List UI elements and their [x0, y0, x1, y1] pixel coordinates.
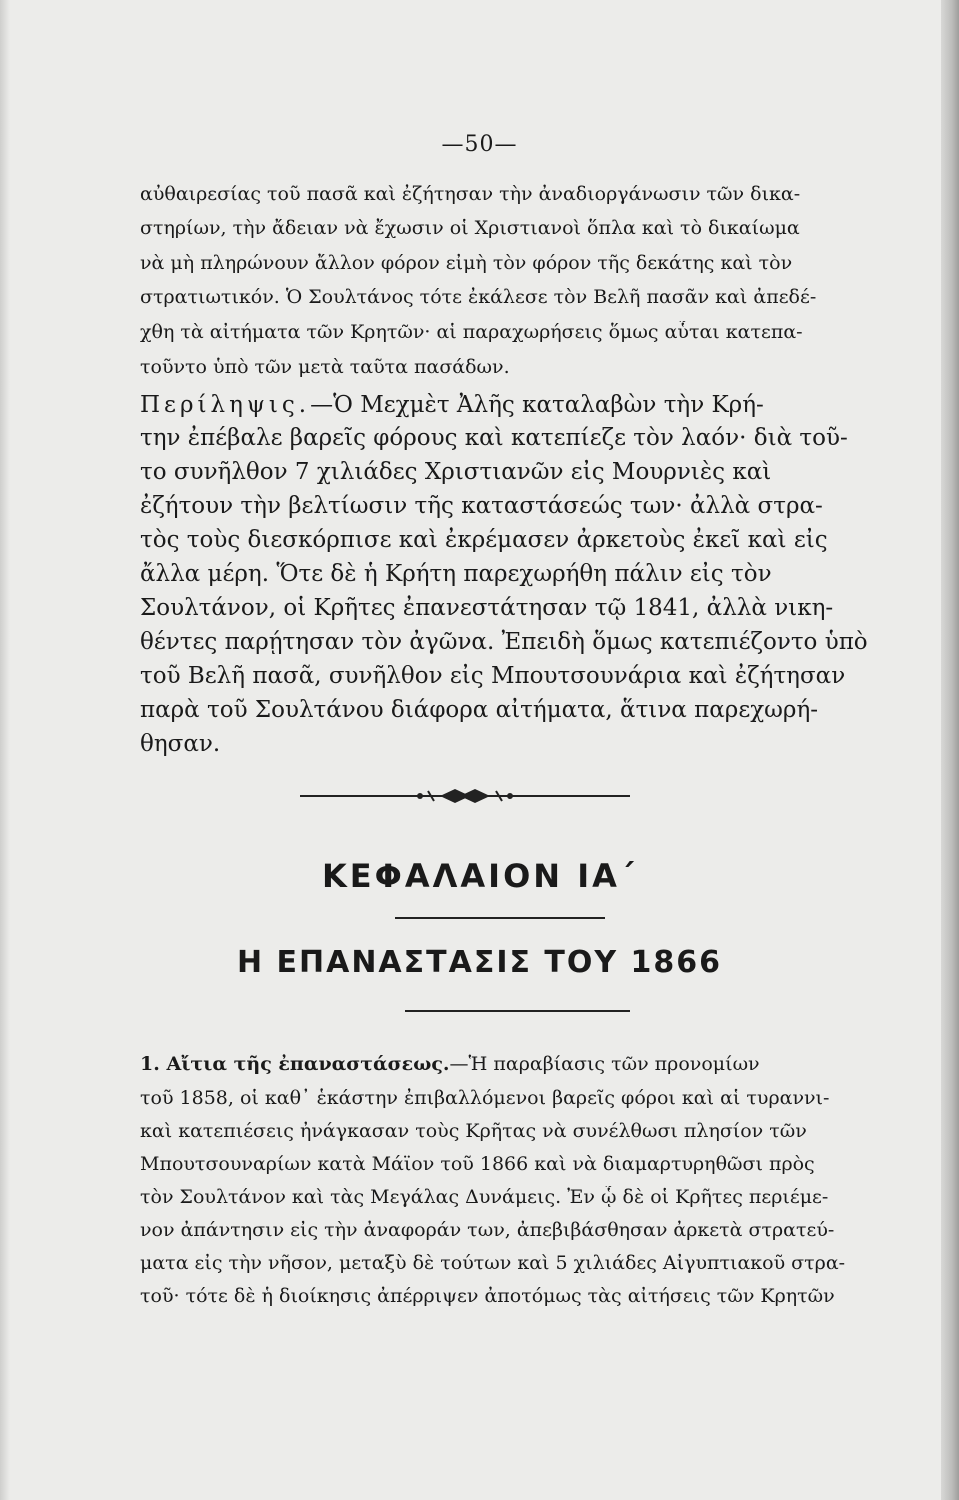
text-line: στρατιωτικόν. Ὁ Σουλτάνος τότε ἐκάλεσε τὸν Βελῆ πασᾶν καὶ ἀπεδέ- [140, 286, 817, 308]
text-line: τοῦ· τότε δὲ ἡ διοίκησις ἀπέρριψεν ἀποτόμως τὰς αἰτήσεις τῶν Κρητῶν [140, 1285, 835, 1307]
text-line: στηρίων, τὴν ἄδειαν νὰ ἔχωσιν οἱ Χριστιανοὶ ὅπλα καὶ τὸ δικαίωμα [140, 217, 800, 239]
summary-heading: Περίληψις. [140, 392, 311, 418]
subtitle-rule [405, 1010, 630, 1012]
text-line: νὰ μὴ πληρώνουν ἄλλον φόρον εἰμὴ τὸν φόρον τῆς δεκάτης καὶ τὸν [140, 252, 793, 274]
text-line: καὶ κατεπιέσεις ἠνάγκασαν τοὺς Κρῆτας νὰ συνέλθωσι πλησίον τῶν [140, 1120, 807, 1142]
page-number: —50— [441, 132, 518, 157]
text-line: τοῦ 1858, οἱ καθ᾽ ἑκάστην ἐπιβαλλόμενοι βαρεῖς φόροι καὶ αἱ τυραννι- [140, 1087, 830, 1109]
text-line: θέντες παρῄτησαν τὸν ἀγῶνα. Ἐπειδὴ ὅμως κατεπιέζοντο ὑπὸ [140, 629, 868, 655]
section-first-text: —Ἡ παραβίασις τῶν προνομίων [449, 1053, 760, 1075]
chapter-title: ΚΕΦΑΛΑΙΟΝ ΙΑ΄ [322, 857, 637, 895]
text-line: τὸς τοὺς διεσκόρπισε καὶ ἐκρέμασεν ἀρκετοὺς ἐκεῖ καὶ εἰς [140, 527, 828, 553]
text-line: Μπουτσουναρίων κατὰ Μάϊον τοῦ 1866 καὶ νὰ διαμαρτυρηθῶσι πρὸς [140, 1153, 815, 1175]
text-line: παρὰ τοῦ Σουλτάνου διάφορα αἰτήματα, ἅτινα παρεχωρή- [140, 697, 818, 723]
text-line: Σουλτάνον, οἱ Κρῆτες ἐπανεστάτησαν τῷ 1841, ἀλλὰ νικη- [140, 595, 834, 621]
text-line: τὸν Σουλτάνον καὶ τὰς Μεγάλας Δυνάμεις. Ἐν ᾧ δὲ οἱ Κρῆτες περιέμε- [140, 1186, 829, 1208]
chapter-rule [395, 917, 605, 919]
text-line: τοῦ Βελῆ πασᾶ, συνῆλθον εἰς Μπουτσουνάρια καὶ ἐζήτησαν [140, 663, 846, 689]
text-line: την ἐπέβαλε βαρεῖς φόρους καὶ κατεπίεζε τὸν λαόν· διὰ τοῦ- [140, 425, 848, 451]
section-heading: 1. Αἴτια τῆς ἐπαναστάσεως. [140, 1053, 450, 1075]
text-line: ἄλλα μέρη. Ὅτε δὲ ἡ Κρήτη παρεχωρήθη πάλιν εἰς τὸν [140, 561, 772, 587]
text-line: ματα εἰς τὴν νῆσον, μεταξὺ δὲ τούτων καὶ 5 χιλιάδες Αἰγυπτιακοῦ στρα- [140, 1252, 846, 1274]
summary-first-line [140, 392, 880, 418]
ornament-divider [300, 783, 630, 809]
summary-first-text: —Ὁ Μεχμὲτ Ἀλῆς καταλαβὼν τὴν Κρή- [310, 392, 764, 418]
section-first-line [140, 1053, 880, 1075]
text-line: ἐζήτουν τὴν βελτίωσιν τῆς καταστάσεώς των· ἀλλὰ στρα- [140, 493, 823, 519]
text-line: τοῦντο ὑπὸ τῶν μετὰ ταῦτα πασάδων. [140, 356, 510, 378]
text-line: αὐθαιρεσίας τοῦ πασᾶ καὶ ἐζήτησαν τὴν ἀναδιοργάνωσιν τῶν δικα- [140, 183, 801, 205]
text-line: χθη τὰ αἰτήματα τῶν Κρητῶν· αἱ παραχωρήσεις ὅμως αὗται κατεπα- [140, 321, 803, 343]
text-line: θησαν. [140, 731, 221, 757]
text-line: νον ἀπάντησιν εἰς τὴν ἀναφοράν των, ἀπεβιβάσθησαν ἀρκετὰ στρατεύ- [140, 1219, 835, 1241]
page-edge-left [0, 0, 10, 1500]
chapter-subtitle: Η ΕΠΑΝΑΣΤΑΣΙΣ ΤΟΥ 1866 [236, 945, 723, 980]
page-edge-right [941, 0, 959, 1500]
text-line: το συνῆλθον 7 χιλιάδες Χριστιανῶν εἰς Μουρνιὲς καὶ [140, 459, 772, 485]
